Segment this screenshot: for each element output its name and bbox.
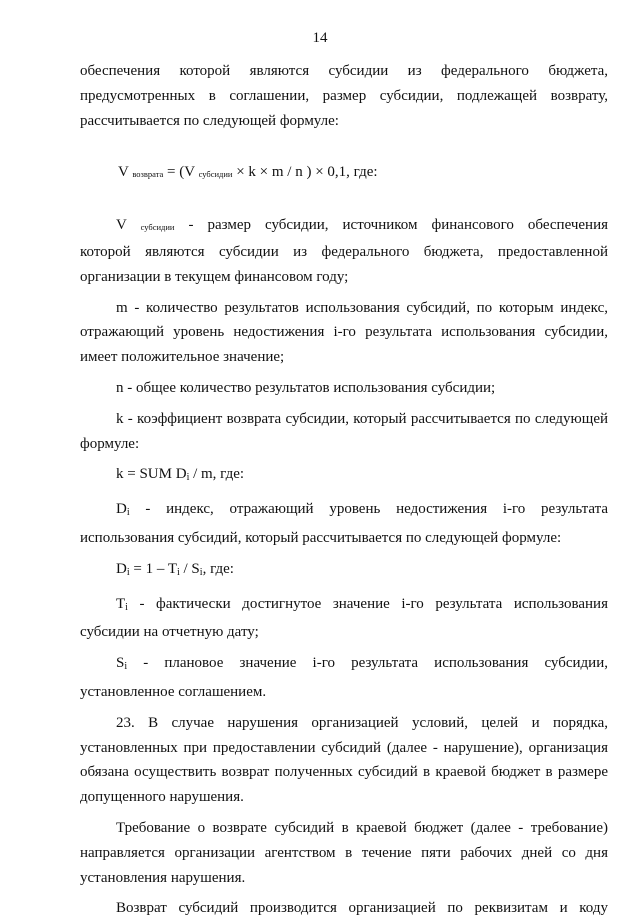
definition-t-symbol: T [116,595,126,612]
definition-n: n - общее количество результатов использования субсидии; [116,379,496,396]
paragraph-refund-start: Возврат субсидий производится организацией по реквизитам и коду [116,900,608,917]
formula-d [80,557,608,586]
page-number: 14 [312,30,328,46]
paragraph-23: 23. В случае нарушения организацией условий, целей и порядка, установленных при предоставлении субсидий (далее - нарушение), организация обязана осуществить возврат полученных субсидий в краевой бюджет в размере допущенного нарушения. [80,714,608,806]
definition-t-text: - фактически достигнутое значение i-го результата использования субсидии на отчетную дату; [80,595,608,641]
intro-line-2: предусмотренных в соглашении, размер субсидии, подлежащей возврату, [80,87,608,104]
definition-v-rest: которой являются субсидии из федерального бюджета, предоставленной организации в текущем финансовом году; [80,243,608,285]
definition-d-subscript: i [126,507,130,519]
formula-v-subscript: возврата [132,169,164,180]
formula-tail: × k × m / n ) × 0,1, где: [232,164,378,181]
formula-k-left: k = SUM D [116,466,187,483]
formula-v: V [118,164,129,181]
formula-eq-open: = (V [163,164,199,181]
definition-v-symbol: V [116,217,127,234]
definition-s-text: - плановое значение i-го результата использования субсидии, установленное соглашением. [80,655,608,700]
formula-k [80,462,608,491]
formula-d-mid-2: / S [179,560,200,577]
formula-d-sub-3: i [199,566,203,578]
definition-d-text: - индекс, отражающий уровень недостижения i-го результата использования субсидий, который рассчитывается по следующей формуле: [80,501,608,546]
definition-k: k - коэффициент возврата субсидии, который рассчитывается по следующей формуле: [80,410,608,452]
definition-s-subscript: i [124,661,128,673]
formula-k-subscript: i [186,472,190,484]
definition-d-symbol: D [116,501,127,518]
formula-d-sub-1: i [126,566,130,578]
definition-m: m - количество результатов использования субсидий, по которым индекс, отражающий уровень недостижения i-го результата использования субсидии, имеет положительное значение; [80,299,608,366]
paragraph-requirement: Требование о возврате субсидий в краевой бюджет (далее - требование) направляется организации агентством в течение пяти рабочих дней со дня установления нарушения. [80,819,608,886]
formula-refund [80,160,608,187]
formula-d-sub-2: i [176,566,180,578]
definition-s [80,651,608,705]
page-body [80,59,608,921]
intro-line-3: рассчитывается по следующей формуле: [80,112,339,129]
definition-v-text-1: - размер субсидии, источником финансового обеспечения [174,217,609,234]
formula-d-symbol: D [116,560,127,577]
definition-t-subscript: i [125,601,128,613]
formula-k-right: / m, где: [189,466,245,483]
definition-d [80,497,608,551]
definition-t [80,592,608,646]
intro-line-1: обеспечения которой являются субсидии из федерального бюджета, [80,63,608,79]
formula-subsidy-subscript: субсидии [198,169,233,180]
formula-d-tail: , где: [202,560,234,577]
definition-v-subscript: субсидии [140,222,175,233]
definition-s-symbol: S [116,655,125,672]
formula-d-mid: = 1 – T [129,560,177,577]
definition-v-line-1 [80,213,608,240]
